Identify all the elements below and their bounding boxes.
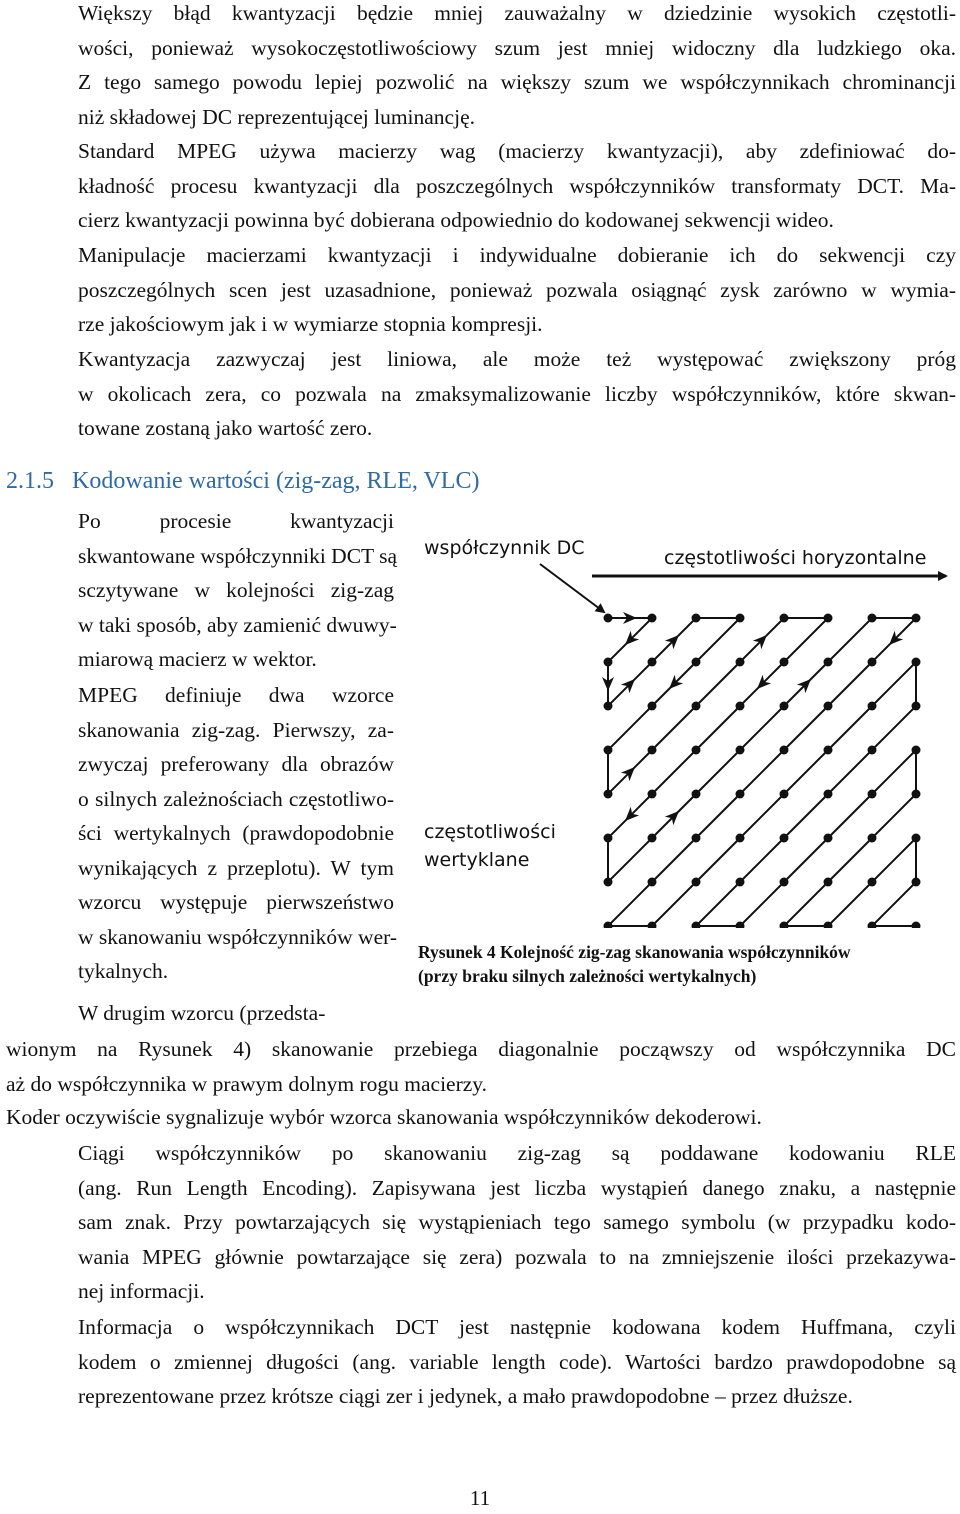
- text-line: Ciągi współczynników po skanowaniu zig-zag są poddawane kodowaniu RLE: [78, 1141, 956, 1165]
- coefficient-dot: [780, 790, 789, 799]
- text-line: Większy błąd kwantyzacji będzie mniej zauważalny w dziedzinie wysokich częstotli-: [78, 1, 956, 25]
- coefficient-dot: [824, 878, 833, 887]
- coefficient-dot: [692, 746, 701, 755]
- text-line: aż do współczynnika w prawym dolnym rogu macierzy.: [6, 1071, 488, 1096]
- text-line: kładność procesu kwantyzacji dla poszczególnych współczynników transformaty DCT. Ma-: [78, 173, 956, 198]
- coefficient-dot: [648, 614, 657, 623]
- paragraph-1: [6, 0, 956, 134]
- coefficient-dot: [824, 746, 833, 755]
- label-horizontal: częstotliwości horyzontalne: [664, 547, 927, 569]
- coefficient-dot: [868, 746, 877, 755]
- coefficient-dot: [912, 746, 921, 755]
- coefficient-dot: [604, 746, 613, 755]
- text-line: niż składowej DC reprezentującej luminancję.: [78, 104, 475, 129]
- coefficient-dot: [868, 834, 877, 843]
- text-line: reprezentowane przez krótsze ciągi zer i jedynek, a mało prawdopodobne – przez dłuższe.: [78, 1384, 853, 1408]
- caption-line-1: Rysunek 4 Kolejność zig-zag skanowania współczynników: [418, 942, 851, 962]
- coefficient-dot: [648, 834, 657, 843]
- text-line: Z tego samego powodu lepiej pozwolić na większy szum we współczynnikach chrominancji: [78, 70, 956, 94]
- coefficient-dot: [824, 702, 833, 711]
- text-line: sam znak. Przy powtarzających się wystąpieniach tego samego symbolu (w przypadku kodo-: [78, 1210, 956, 1234]
- zigzag-figure: [410, 528, 958, 928]
- coefficient-dot: [912, 790, 921, 799]
- coefficient-dot: [868, 702, 877, 711]
- coefficient-dot: [824, 658, 833, 667]
- section-heading: [6, 468, 479, 495]
- coefficient-dot: [604, 790, 613, 799]
- text-line: zwyczaj preferowany dla obrazów: [78, 752, 394, 776]
- coefficient-dot: [780, 834, 789, 843]
- text-line: kodem o zmiennej długości (ang. variable length code). Wartości bardzo prawdopodobne są: [78, 1349, 956, 1374]
- text-line: wynikających z przeplotu). W tym: [78, 855, 394, 880]
- coefficient-dot: [912, 614, 921, 623]
- coefficient-dot: [692, 658, 701, 667]
- coefficient-dot: [780, 878, 789, 887]
- coefficient-dot: [736, 658, 745, 667]
- paragraph-6: [6, 678, 398, 989]
- text-line: W drugim wzorcu (przedsta-: [78, 1001, 326, 1025]
- paragraph-3: [6, 238, 956, 342]
- coefficient-dot: [604, 702, 613, 711]
- text-line: w skanowaniu współczynników wer-: [78, 924, 398, 949]
- caption-line-2: (przy braku silnych zależności wertykalnych): [418, 966, 757, 986]
- coefficient-dot: [824, 834, 833, 843]
- dc-pointer-arrow: [540, 564, 604, 612]
- figure-caption: [418, 940, 958, 988]
- coefficient-dot: [648, 878, 657, 887]
- text-line: poszczególnych scen jest uzasadnione, ponieważ pozwala osiągnąć zysk zarówno w wymia-: [78, 277, 956, 302]
- page-number: 11: [469, 1486, 491, 1510]
- paragraph-8: [6, 1100, 956, 1135]
- coefficient-dot: [604, 614, 613, 623]
- coefficient-dot: [912, 834, 921, 843]
- text-line: rze jakościowym jak i w wymiarze stopnia kompresji.: [78, 312, 543, 336]
- text-line: tykalnych.: [78, 959, 169, 983]
- coefficient-dot: [736, 878, 745, 887]
- paragraph-7a: [6, 996, 394, 1031]
- coefficient-dot: [692, 834, 701, 843]
- coefficient-dot: [692, 790, 701, 799]
- paragraph-2: [6, 134, 956, 238]
- label-vertical-line1: częstotliwości: [424, 821, 556, 843]
- coefficient-dot: [824, 614, 833, 623]
- coefficient-dot: [692, 702, 701, 711]
- coefficient-dot: [824, 790, 833, 799]
- paragraph-4: [6, 342, 956, 446]
- coefficient-dot: [868, 790, 877, 799]
- coefficient-dot: [692, 614, 701, 623]
- text-line: Standard MPEG używa macierzy wag (macierzy kwantyzacji), aby zdefiniować do-: [78, 139, 956, 163]
- text-line: ści wertykalnych (prawdopodobnie: [78, 821, 394, 845]
- section-title: Kodowanie wartości (zig-zag, RLE, VLC): [72, 468, 480, 494]
- coefficient-dot: [736, 702, 745, 711]
- coefficient-dot: [868, 658, 877, 667]
- text-line: Manipulacje macierzami kwantyzacji i indywidualne dobieranie ich do sekwencji czy: [78, 243, 956, 267]
- coefficient-dot: [648, 658, 657, 667]
- coefficient-dot: [912, 702, 921, 711]
- coefficient-dot: [868, 878, 877, 887]
- coefficient-dot: [604, 658, 613, 667]
- coefficient-dot: [736, 746, 745, 755]
- text-line: miarową macierz w wektor.: [78, 647, 317, 671]
- text-line: Po procesie kwantyzacji: [78, 509, 394, 533]
- coefficient-dot: [780, 658, 789, 667]
- section-number: 2.1.5: [6, 468, 54, 494]
- text-line: Kwantyzacja zazwyczaj jest liniowa, ale może też występować zwiększony próg: [78, 347, 956, 371]
- coefficient-dot: [780, 746, 789, 755]
- label-vertical-line2: wertyklane: [424, 849, 530, 871]
- paragraph-10: [6, 1310, 956, 1414]
- text-line: towane zostaną jako wartość zero.: [78, 416, 373, 440]
- paragraph-9: [6, 1136, 956, 1309]
- label-dc: współczynnik DC: [424, 537, 585, 559]
- text-line: wionym na Rysunek 4) skanowanie przebiega diagonalnie począwszy od współczynnika DC: [6, 1037, 956, 1061]
- coefficient-dot: [912, 878, 921, 887]
- paragraph-7b: [6, 1032, 956, 1101]
- coefficient-dot: [736, 790, 745, 799]
- coefficient-dot: [736, 614, 745, 623]
- text-line: w okolicach zera, co pozwala na zmaksymalizowanie liczby współczynników, które skwan-: [78, 381, 956, 406]
- text-line: (ang. Run Length Encoding). Zapisywana jest liczba wystąpień danego znaku, a następnie: [78, 1175, 956, 1200]
- text-line: cierz kwantyzacji powinna być dobierana odpowiednio do kodowanej sekwencji wideo.: [78, 208, 834, 232]
- text-line: o silnych zależnościach częstotliwo-: [78, 786, 394, 811]
- text-line: sczytywane w kolejności zig-zag: [78, 578, 394, 602]
- text-line: wania MPEG głównie powtarzające się zera) pozwala to na zmniejszenie ilości przekazywa-: [78, 1244, 956, 1269]
- text-line: skwantowane współczynniki DCT są: [78, 543, 398, 568]
- coefficient-dot: [912, 922, 921, 929]
- text-line: Koder oczywiście sygnalizuje wybór wzorca skanowania współczynników dekoderowi.: [6, 1105, 762, 1129]
- coefficient-dot: [692, 878, 701, 887]
- text-line: skanowania zig-zag. Pierwszy, za-: [78, 717, 394, 742]
- text-line: Informacja o współczynnikach DCT jest następnie kodowana kodem Huffmana, czyli: [78, 1315, 956, 1339]
- text-line: nej informacji.: [78, 1279, 205, 1303]
- text-line: w taki sposób, aby zamienić dwuwy-: [78, 612, 397, 637]
- coefficient-dot: [780, 614, 789, 623]
- text-line: wzorcu występuje pierwszeństwo: [78, 890, 394, 914]
- coefficient-dot: [604, 878, 613, 887]
- paragraph-5: [6, 504, 398, 677]
- coefficient-dot: [604, 834, 613, 843]
- coefficient-dot: [912, 658, 921, 667]
- text-line: MPEG definiuje dwa wzorce: [78, 683, 394, 707]
- coefficient-dot: [648, 790, 657, 799]
- coefficient-dot: [648, 746, 657, 755]
- coefficient-dot: [868, 614, 877, 623]
- coefficient-dot: [736, 834, 745, 843]
- text-line: wości, ponieważ wysokoczęstotliwościowy szum jest mniej widoczny dla ludzkiego oka.: [78, 35, 956, 60]
- coefficient-dot: [780, 702, 789, 711]
- coefficient-dot: [648, 702, 657, 711]
